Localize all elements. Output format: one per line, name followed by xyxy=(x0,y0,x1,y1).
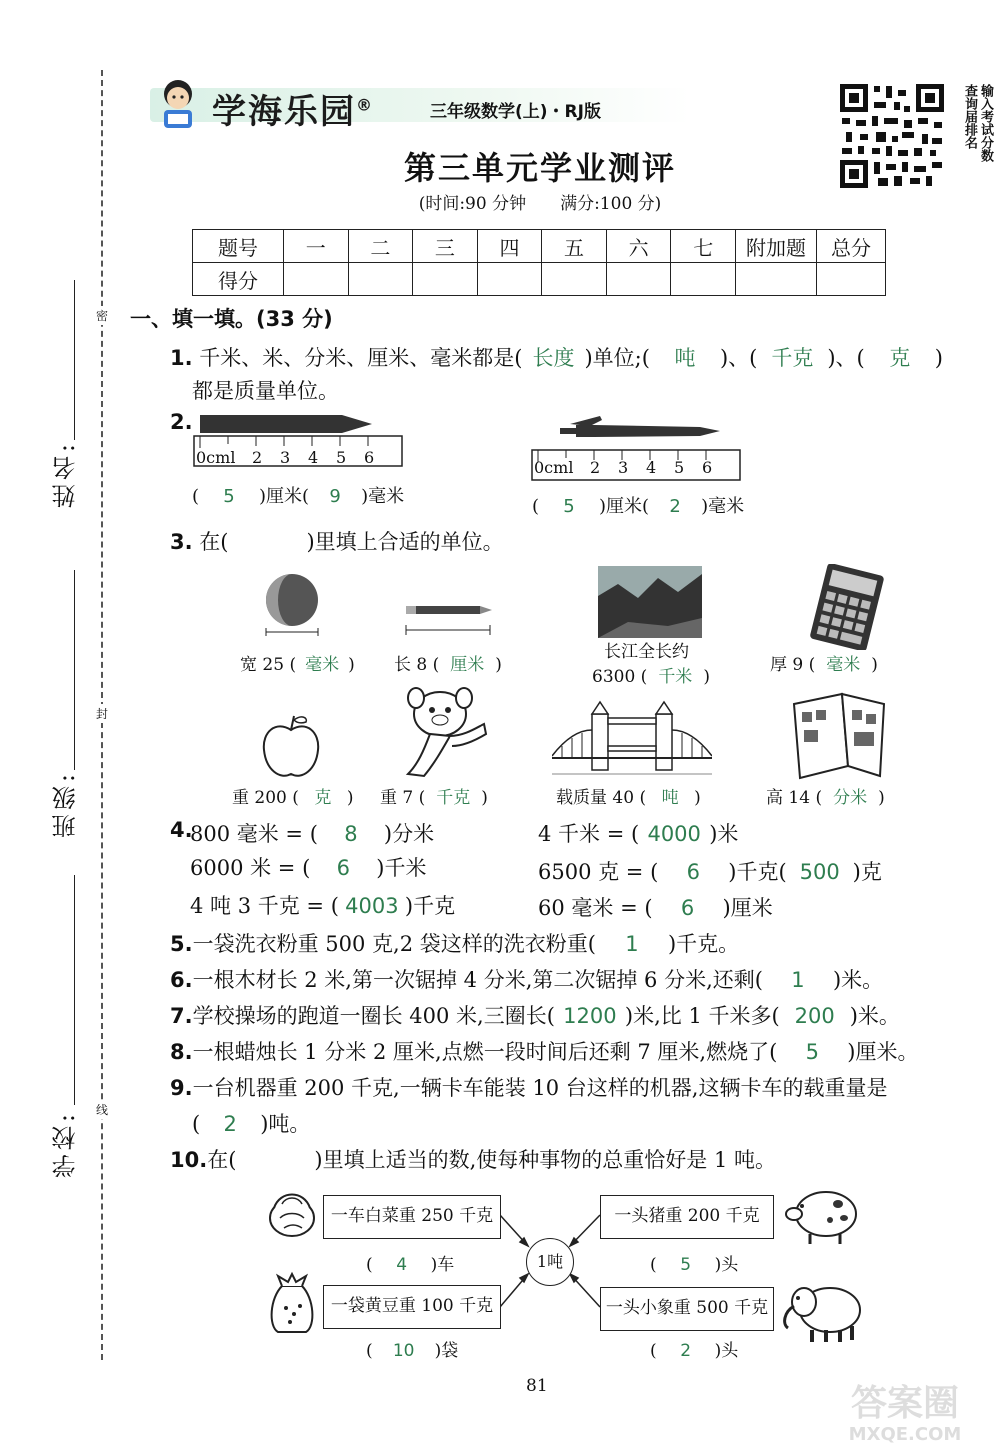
answer-blank[interactable]: 克 xyxy=(314,788,332,808)
q2-left-unit-1: )厘米( xyxy=(259,486,310,507)
q3-item-pre: 重 200 ( xyxy=(232,788,299,808)
answer-blank[interactable]: 4003 xyxy=(345,894,399,918)
q4-item-pre: 800 毫米 = ( xyxy=(190,822,318,846)
watermark xyxy=(820,1384,990,1446)
score-cell: 三 xyxy=(413,230,478,263)
q1-text-a: 千米、米、分米、厘米、毫米都是( xyxy=(199,346,523,370)
q10-answer-soybean: ( 10 )袋 xyxy=(366,1341,459,1361)
q10-box-soybean: 一袋黄豆重 100 千克 xyxy=(323,1285,501,1329)
page-number: 81 xyxy=(526,1376,548,1396)
answer-blank[interactable]: 5 xyxy=(223,486,235,507)
q10-answer-cabbage: ( 4 )车 xyxy=(366,1255,455,1275)
name-label: 姓名: xyxy=(52,440,80,509)
ruler-tick: 3 xyxy=(618,458,629,477)
q3-item-pre: 宽 25 ( xyxy=(240,655,297,675)
ruler-tick: 6 xyxy=(702,458,713,477)
ruler-tick: 5 xyxy=(674,458,685,477)
answer-blank[interactable]: 千米 xyxy=(658,667,693,687)
question-number: 8. xyxy=(170,1040,193,1064)
q3-item-pre: 载质量 40 ( xyxy=(556,788,647,808)
q1-text-b: )单位;( xyxy=(584,346,650,370)
answer-blank[interactable]: 2 xyxy=(669,496,681,517)
qr-hint-2: 查询届排名 xyxy=(962,84,977,149)
score-cell: 二 xyxy=(348,230,413,263)
q2-right-unit-2: )毫米 xyxy=(701,496,745,517)
q10-unit: )头 xyxy=(714,1255,739,1275)
q10-answer-pig: ( 5 )头 xyxy=(650,1255,739,1275)
registered-mark: ® xyxy=(356,95,374,115)
q10-unit: )袋 xyxy=(434,1341,459,1361)
answer-blank[interactable]: 9 xyxy=(329,486,341,507)
answer-blank[interactable]: 千克 xyxy=(436,788,471,808)
q8-text-post: )厘米。 xyxy=(847,1040,919,1064)
answer-blank[interactable]: 1200 xyxy=(563,1004,617,1028)
q4-item-pre: 4 千米 = ( xyxy=(538,822,640,846)
q10-text-b: )里填上适当的数,使每种事物的总重恰好是 1 吨。 xyxy=(314,1148,776,1172)
book-label: 三年级数学(上)・RJ版 xyxy=(430,102,601,122)
ruler-tick: 0cml xyxy=(196,448,236,467)
question-number: 2. xyxy=(170,410,193,434)
q3-item-post: ) xyxy=(481,788,488,808)
one-ton-circle xyxy=(526,1238,574,1286)
q1-text-c: )、( xyxy=(719,346,758,370)
score-cell: 附加题 xyxy=(736,230,817,263)
q3-item-post: ) xyxy=(878,788,885,808)
answer-blank[interactable]: 毫米 xyxy=(305,655,340,675)
answer-blank[interactable]: 6 xyxy=(680,896,695,920)
q3-item-pre: 高 14 ( xyxy=(766,788,823,808)
answer-blank[interactable]: 5 xyxy=(680,1255,692,1275)
answer-blank[interactable]: 1 xyxy=(791,968,805,992)
school-label: 学校: xyxy=(52,1110,80,1179)
answer-blank[interactable]: 10 xyxy=(392,1341,415,1361)
sack-icon xyxy=(264,1270,320,1336)
watermark-line-2: MXQE.COM xyxy=(848,1424,962,1445)
q2-right-unit-1: )厘米( xyxy=(599,496,650,517)
q1-line-2: 都是质量单位。 xyxy=(192,379,339,403)
seal-xian: 线 xyxy=(96,1100,108,1119)
q1-text-e: ) xyxy=(934,346,943,370)
q3-item-pre: 重 7 ( xyxy=(380,788,426,808)
q4-item-post: )分米 xyxy=(383,822,435,846)
q3-item-post: ) xyxy=(348,655,355,675)
q2-right-answer: ( 5 )厘米( 2 )毫米 xyxy=(532,496,745,517)
cabbage-icon xyxy=(262,1184,322,1244)
ruler-tick: 2 xyxy=(252,448,263,467)
ruler-tick: 3 xyxy=(280,448,291,467)
q9-text-post: )吨。 xyxy=(260,1112,311,1136)
q1-text-d: )、( xyxy=(827,346,865,370)
q10-box-cabbage: 一车白菜重 250 千克 xyxy=(323,1195,501,1239)
one-ton-label: 1吨 xyxy=(536,1252,564,1271)
watermark-line-1: 答案圈 xyxy=(850,1383,959,1424)
answer-blank[interactable]: 6 xyxy=(686,860,700,884)
q10-unit: )车 xyxy=(430,1255,455,1275)
answer-blank[interactable]: 长度 xyxy=(532,346,575,370)
q3-item-pre: 6300 ( xyxy=(592,667,648,687)
score-cell: 题号 xyxy=(193,230,284,263)
ruler-tick: 5 xyxy=(336,448,347,467)
score-cell: 总分 xyxy=(817,230,886,263)
q3-item-pre: 长 8 ( xyxy=(394,655,440,675)
answer-blank[interactable]: 1 xyxy=(625,932,639,956)
q9-text-pre: ( xyxy=(192,1112,201,1136)
question-number: 5. xyxy=(170,932,193,956)
q7-text-post: )米。 xyxy=(849,1004,900,1028)
q4-item-post: )千克 xyxy=(404,894,456,918)
question-number: 1. xyxy=(170,346,193,370)
answer-blank[interactable]: 吨 xyxy=(661,788,679,808)
answer-blank[interactable]: 厘米 xyxy=(450,655,485,675)
seal-feng: 封 xyxy=(96,704,108,723)
ruler-tick: 4 xyxy=(646,458,657,477)
q3-text-a: 在( xyxy=(199,530,229,554)
score-cell: 五 xyxy=(542,230,607,263)
score-cell: 四 xyxy=(477,230,542,263)
q4-item-pre: 60 毫米 = ( xyxy=(538,896,653,920)
q6-text-pre: 一根木材长 2 米,第一次锯掉 4 分米,第二次锯掉 6 分米,还剩( xyxy=(192,968,763,992)
answer-blank[interactable]: 4 xyxy=(396,1255,408,1275)
q4-item-mid: )千克( xyxy=(728,860,787,884)
question-number: 6. xyxy=(170,968,193,992)
q2-left-unit-2: )毫米 xyxy=(361,486,405,507)
q3-item-3-line1: 长江全长约 xyxy=(604,642,689,662)
answer-blank[interactable]: 2 xyxy=(223,1112,237,1136)
question-number: 10. xyxy=(170,1148,208,1172)
q3-item-post: ) xyxy=(694,788,701,808)
q10-box-elephant: 一头小象重 500 千克 xyxy=(600,1287,774,1331)
q4-item-pre: 4 吨 3 千克 = ( xyxy=(190,894,339,918)
question-number: 4. xyxy=(170,818,193,842)
answer-blank[interactable]: 500 xyxy=(799,860,840,884)
pig-icon xyxy=(780,1180,862,1248)
q6-text-post: )米。 xyxy=(832,968,884,992)
q10-box-pig: 一头猪重 200 千克 xyxy=(600,1195,774,1239)
section-title: 一、填一填。(33 分) xyxy=(130,307,333,331)
q4-item-post: )米 xyxy=(709,822,739,846)
page-subtitle: (时间:90 分钟 满分:100 分) xyxy=(418,194,662,214)
q3-item-post: ) xyxy=(703,667,710,687)
question-number: 9. xyxy=(170,1076,193,1100)
answer-blank[interactable]: 2 xyxy=(680,1341,692,1361)
qr-hint-1: 输入考试分数 xyxy=(978,84,993,162)
answer-blank[interactable]: 5 xyxy=(805,1040,819,1064)
q7-text-mid: )米,比 1 千米多( xyxy=(624,1004,780,1028)
answer-blank[interactable]: 8 xyxy=(344,822,358,846)
answer-blank[interactable]: 毫米 xyxy=(826,655,861,675)
elephant-icon xyxy=(780,1274,866,1346)
question-number: 3. xyxy=(170,530,193,554)
q3-item-post: ) xyxy=(495,655,502,675)
score-cell: 七 xyxy=(671,230,736,263)
q10-text-a: 在( xyxy=(207,1148,237,1172)
answer-blank[interactable]: 分米 xyxy=(833,788,868,808)
ruler-tick: 2 xyxy=(590,458,601,477)
score-cell: 六 xyxy=(606,230,671,263)
q3-item-pre: 厚 9 ( xyxy=(770,655,816,675)
brand-text: 学海乐园 xyxy=(212,92,356,132)
q10-unit: )头 xyxy=(714,1341,739,1361)
q4-item-post: )克 xyxy=(852,860,882,884)
page-title: 第三单元学业测评 xyxy=(403,149,676,187)
question-number: 7. xyxy=(170,1004,193,1028)
score-cell: 一 xyxy=(284,230,349,263)
answer-blank[interactable]: 4000 xyxy=(647,822,701,846)
answer-blank[interactable]: 吨 xyxy=(674,346,696,370)
q3-text-b: )里填上合适的单位。 xyxy=(306,530,504,554)
ruler-tick: 6 xyxy=(364,448,375,467)
class-label: 班级: xyxy=(52,770,80,839)
q4-item-pre: 6000 米 = ( xyxy=(190,856,311,880)
q7-text-pre: 学校操场的跑道一圈长 400 米,三圈长( xyxy=(192,1004,555,1028)
answer-blank[interactable]: 6 xyxy=(336,856,350,880)
q5-text-pre: 一袋洗衣粉重 500 克,2 袋这样的洗衣粉重( xyxy=(192,932,596,956)
q2-left-answer: ( 5 )厘米( 9 )毫米 xyxy=(192,486,405,507)
q4-item-post: )厘米 xyxy=(722,896,773,920)
q8-text-pre: 一根蜡烛长 1 分米 2 厘米,点燃一段时间后还剩 7 厘米,燃烧了( xyxy=(192,1040,778,1064)
answer-blank[interactable]: 克 xyxy=(889,346,911,370)
q9-line-1: 一台机器重 200 千克,一辆卡车能装 10 台这样的机器,这辆卡车的载重量是 xyxy=(192,1076,888,1100)
q5-text-post: )千克。 xyxy=(667,932,740,956)
answer-blank[interactable]: 200 xyxy=(794,1004,835,1028)
ruler-tick: 4 xyxy=(308,448,319,467)
score-label-cell: 得分 xyxy=(193,263,284,296)
q3-item-post: ) xyxy=(346,788,354,808)
q3-item-post: ) xyxy=(871,655,878,675)
answer-blank[interactable]: 千克 xyxy=(771,346,814,370)
q10-answer-elephant: ( 2 )头 xyxy=(650,1341,739,1361)
q4-item-pre: 6500 克 = ( xyxy=(538,860,659,884)
seal-mi: 密 xyxy=(96,306,108,325)
ruler-tick: 0cml xyxy=(534,458,574,477)
q4-item-post: )千米 xyxy=(376,856,427,880)
answer-blank[interactable]: 5 xyxy=(563,496,575,517)
